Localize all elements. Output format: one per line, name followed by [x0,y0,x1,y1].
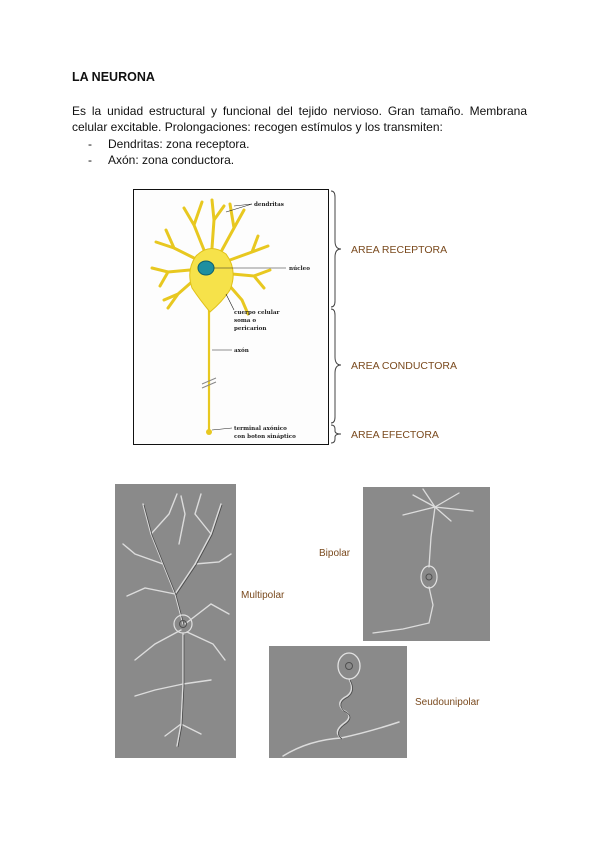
label-multipolar: Multipolar [241,590,285,601]
area-efectora: AREA EFECTORA [351,429,439,441]
label-axon: axón [234,348,249,354]
label-cuerpo-1: cuerpo celular [234,310,280,316]
area-receptora: AREA RECEPTORA [351,244,448,256]
label-dendritas: dendritas [254,202,284,208]
intro-paragraph: Es la unidad estructural y funcional del tejido nervioso. Gran tamaño. Membrana celular excitable. Prolongaciones: recogen estímulos y los transmiten: [72,104,527,134]
bipolar-micrograph [363,487,490,641]
label-cuerpo-2: soma o [234,318,257,324]
neuron-illustration [134,190,327,443]
label-bipolar: Bipolar [319,548,351,559]
area-conductora: AREA CONDUCTORA [351,360,457,372]
multipolar-neuron-illustration [115,484,236,758]
multipolar-micrograph [115,484,236,758]
bullet-axon: - Axón: zona conductora. [88,152,249,168]
seudounipolar-micrograph [269,646,407,758]
label-cuerpo-3: pericarion [234,326,267,332]
label-terminal-2: con boton sináptico [234,434,296,440]
label-seudounipolar: Seudounipolar [415,697,480,708]
bullet-list [88,136,249,168]
neuron-diagram [133,189,329,445]
seudounipolar-neuron-illustration [269,646,407,758]
bipolar-neuron-illustration [363,487,490,641]
label-nucleo: núcleo [289,266,310,272]
area-brackets [329,189,489,449]
bullet-dendritas: - Dendritas: zona receptora. [88,136,249,152]
label-terminal-1: terminal axónico [234,426,287,432]
page-title: LA NEURONA [72,70,155,84]
